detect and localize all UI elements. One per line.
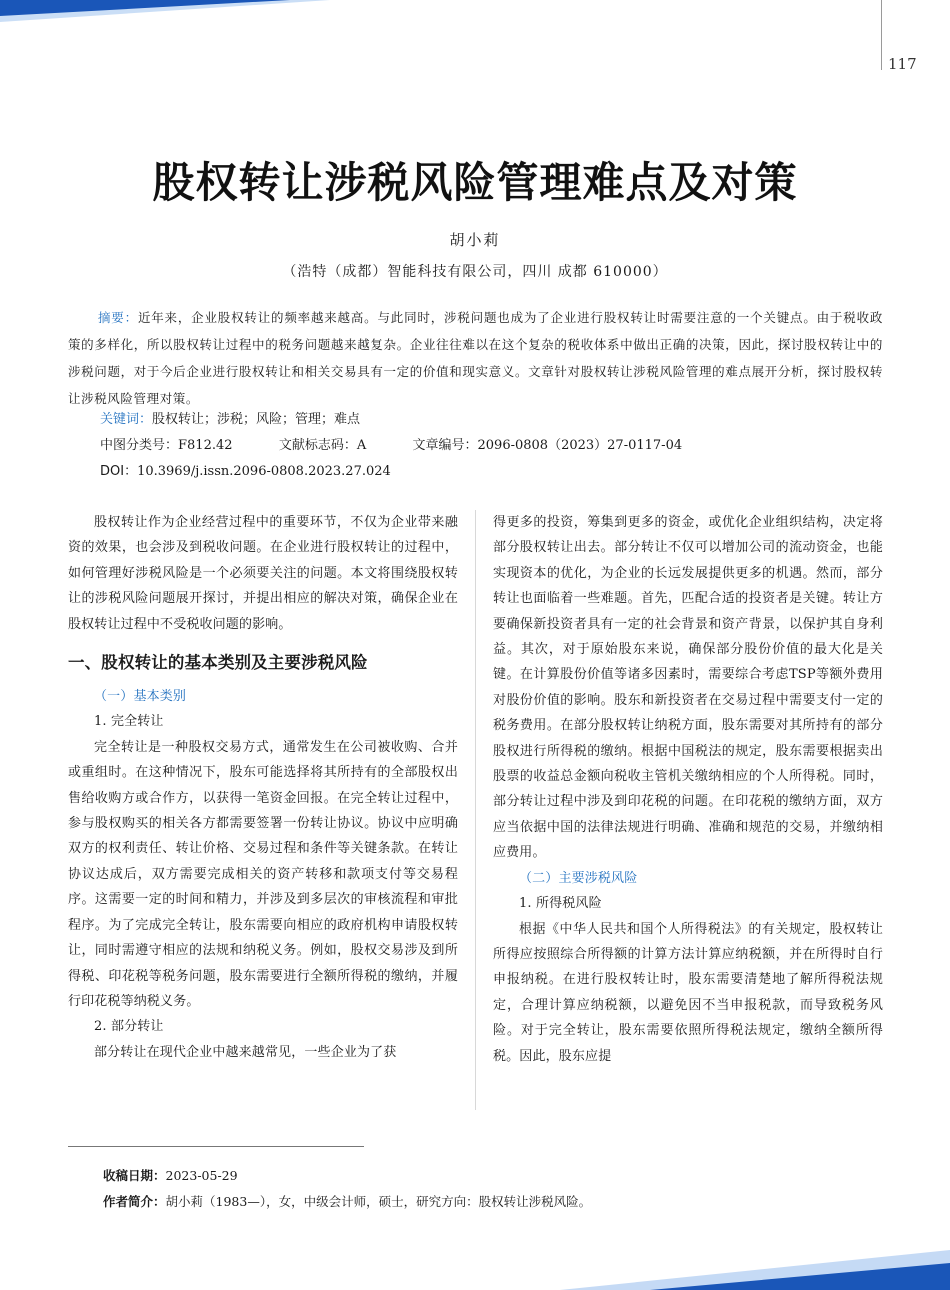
footnote-rule [68,1146,364,1147]
doi-value: 10.3969/j.issn.2096-0808.2023.27.024 [137,464,391,479]
page-number: 117 [888,55,917,73]
bottom-right-stripe-decoration [560,1245,950,1290]
article-title: 股权转让涉税风险管理难点及对策 [152,158,798,207]
article-no-value: 2096-0808（2023）27-0117-04 [477,438,683,453]
body-paragraph: 完全转让是一种股权交易方式，通常发生在公司被收购、合并或重组时。在这种情况下，股东可能选择将其所持有的全部股权出售给收购方或合作方，以获得一笔资金回报。在完全转让过程中，参与股权购买的相关各方都需要签署一份转让协议。协议中应明确双方的权利责任、转让价格、交易过程和条件等关键条款。在转让协议达成后，双方需要完成相关的资产转移和款项支付等交易程序。这需要一定的时间和精力，并涉及到多层次的审核流程和审批程序。为了完成完全转让，股东需要向相应的政府机构申请股权转让，同时需遵守相应的法规和纳税义务。例如，股权交易涉及到所得税、印花税等税务问题，股东需要进行全额所得税的缴纳，并履行印花税等纳税义务。 [68,739,458,1009]
bio-label: 作者简介： [103,1194,166,1209]
abstract-text: 近年来，企业股权转让的频率越来越高。与此同时，涉税问题也成为了企业进行股权转让时需要注意的一个关键点。由于税收政策的多样化，所以股权转让过程中的税务问题越来越复杂。企业往往难以在这个复杂的税收体系中做出正确的决策，因此，探讨股权转让中的涉税问题，对于今后企业进行股权转让和相关交易具有一定的价值和现实意义。文章针对股权转让涉税风险管理的难点展开分析，探讨股权转让涉税风险管理对策。 [68,310,883,406]
item-heading: 1. 所得税风险 [519,896,602,912]
author-bio [103,1192,591,1210]
body-paragraph: 根据《中华人民共和国个人所得税法》的有关规定，股权转让所得应按照综合所得额的计算方法计算应纳税额，并在所得时自行申报纳税。在进行股权转让时，股东需要清楚地了解所得税法规定，合理计算应纳税额，以避免因不当申报税款，而导致税务风险。对于完全转让，股东需要依照所得税法规定，缴纳全额所得税。因此，股东应提 [493,921,883,1064]
subsection-heading: （一）基本类别 [94,689,187,705]
abstract-label: 摘要： [98,310,138,325]
received-date [103,1166,238,1184]
column-divider [475,510,476,1110]
subsection-heading: （二）主要涉税风险 [519,870,638,886]
doc-code-label: 文献标志码： [278,438,357,453]
abstract [68,304,883,412]
clc-value: F812.42 [178,438,233,453]
keywords-label: 关键词： [100,412,153,427]
keywords-text: 股权转让；涉税；风险；管理；难点 [152,412,361,427]
doi-line [100,460,391,479]
item-heading: 2. 部分转让 [94,1019,164,1035]
body-paragraph: 部分转让在现代企业中越来越常见，一些企业为了获 [94,1044,397,1060]
header-rule [881,0,882,70]
top-left-stripe-decoration [0,0,340,40]
bio-value: 胡小莉（1983—），女，中级会计师，硕士，研究方向：股权转让涉税风险。 [165,1194,592,1209]
received-label: 收稿日期： [103,1168,166,1183]
author-name: 胡小莉 [449,231,501,249]
received-value: 2023-05-29 [165,1168,238,1183]
body-right-column [493,510,883,1069]
body-paragraph: 得更多的投资，筹集到更多的资金，或优化企业组织结构，决定将部分股权转让出去。部分转让不仅可以增加公司的流动资金，也能实现资本的优化，为企业的长远发展提供更多的机遇。然而，部分转让也面临着一些难题。首先，匹配合适的投资者是关键。转让方要确保新投资者具有一定的社会背景和资产背景，以保护其自身利益。其次，对于原始股东来说，确保部分股份价值的最大化是关键。在计算股份价值等诸多因素时，需要综合考虑TSP等额外费用对股份价值的影响。股东和新投资者在交易过程中需要支付一定的税务费用。在部分股权转让纳税方面，股东需要对其所持有的部分股权进行所得税的缴纳。根据中国税法的规定，股东需要根据卖出股票的收益总金额向税收主管机关缴纳相应的个人所得税。同时，部分转让过程中涉及到印花税的问题。在印花税的缴纳方面，双方应当依据中国的法律法规进行明确、准确和规范的交易，并缴纳相应费用。 [493,515,883,861]
classification-line [100,434,682,453]
body-left-column [68,510,458,1065]
intro-paragraph: 股权转让作为企业经营过程中的重要环节，不仅为企业带来融资的效果，也会涉及到税收问题。在企业进行股权转让的过程中，如何管理好涉税风险是一个必须要关注的问题。本文将围绕股权转让的涉税风险问题展开探讨，并提出相应的解决对策，确保企业在股权转让过程中不受税收问题的影响。 [68,515,458,632]
doc-code-value: A [356,438,367,453]
keywords [100,408,360,427]
article-no-label: 文章编号： [412,438,478,453]
section-heading: 一、股权转让的基本类别及主要涉税风险 [68,653,368,673]
clc-label: 中图分类号： [100,438,179,453]
item-heading: 1. 完全转让 [94,714,164,730]
doi-label: DOI： [100,464,138,479]
author-affiliation: （浩特（成都）智能科技有限公司，四川 成都 610000） [282,264,668,280]
